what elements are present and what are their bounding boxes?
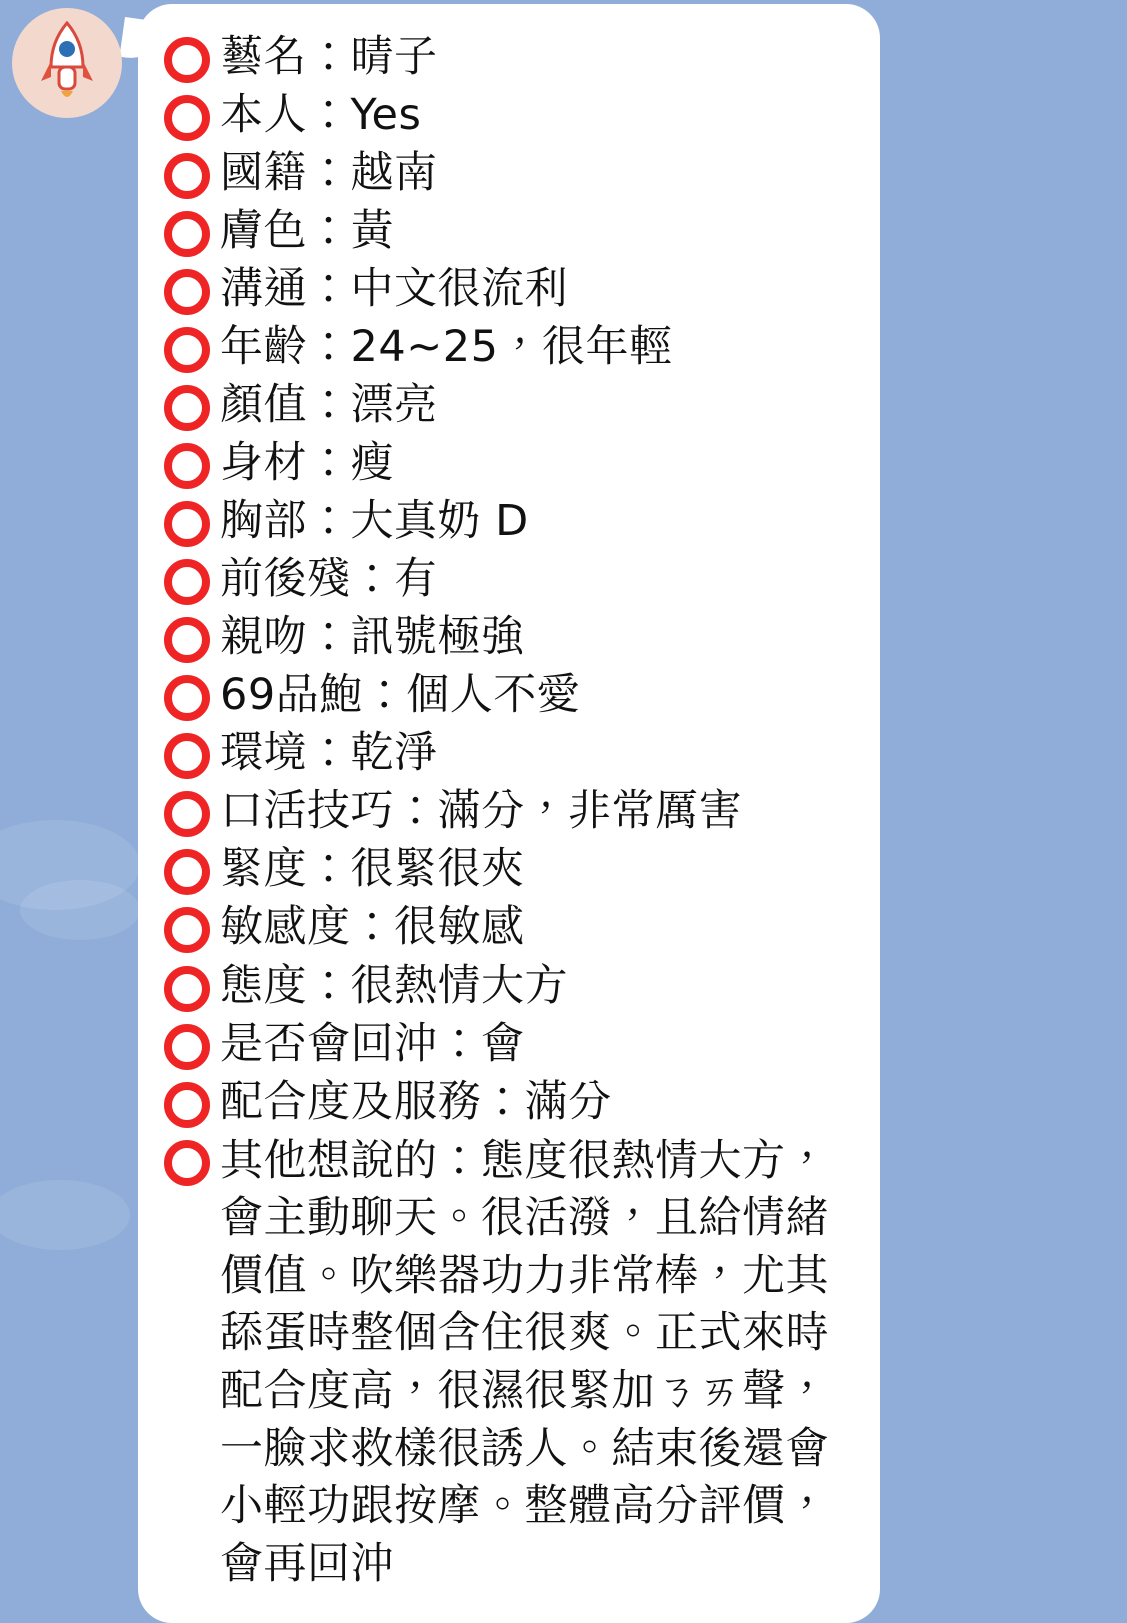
red-circle-bullet-icon (164, 443, 210, 489)
red-circle-bullet-icon (164, 791, 210, 837)
list-item-text: 敏感度：很敏感 (220, 902, 525, 953)
list-item (164, 610, 854, 665)
list-item-text: 配合度及服務：滿分 (220, 1076, 612, 1127)
red-circle-bullet-icon (164, 1024, 210, 1070)
red-circle-bullet-icon (164, 733, 210, 779)
red-circle-bullet-icon (164, 37, 210, 83)
red-circle-bullet-icon (164, 1140, 210, 1186)
list-item-text: 是否會回沖：會 (220, 1018, 525, 1069)
red-circle-bullet-icon (164, 849, 210, 895)
list-item-text: 溝通：中文很流利 (220, 264, 568, 315)
list-item (164, 784, 854, 839)
list-item-text: 其他想說的：態度很熱情大方，會主動聊天。很活潑，且給情緒價值。吹樂器功力非常棒，尤其舔蛋時整個含住很爽。正式來時配合度高，很濕很緊加ㄋㄞ聲，一臉求救樣很誘人。結束後還會小輕功跟按摩。整體高分評價，會再回沖 (220, 1135, 829, 1589)
rocket-icon (39, 21, 95, 105)
list-item-text: 顏值：漂亮 (220, 380, 438, 431)
list-item-text: 膚色：黃 (220, 206, 394, 257)
list-item (164, 146, 854, 201)
list-item-text: 年齡：24~25，很年輕 (220, 322, 673, 373)
red-circle-bullet-icon (164, 617, 210, 663)
red-circle-bullet-icon (164, 675, 210, 721)
list-item-text: 前後殘：有 (220, 554, 438, 605)
background-cloud-decoration (20, 880, 140, 940)
list-item-text: 藝名：晴子 (220, 32, 438, 82)
red-circle-bullet-icon (164, 95, 210, 141)
list-item-text: 口活技巧：滿分，非常厲害 (220, 786, 742, 837)
list-item-text: 親吻：訊號極強 (220, 612, 525, 663)
list-item (164, 436, 854, 491)
red-circle-bullet-icon (164, 211, 210, 257)
list-item-text: 環境：乾淨 (220, 728, 438, 779)
list-item-text: 身材：瘦 (220, 438, 394, 489)
list-item (164, 88, 854, 143)
list-item (164, 262, 854, 317)
list-item (164, 1075, 854, 1130)
list-item (164, 30, 854, 85)
avatar[interactable] (12, 8, 122, 118)
list-item (164, 378, 854, 433)
list-item (164, 1133, 854, 1594)
list-item-text: 緊度：很緊很夾 (220, 844, 525, 895)
red-circle-bullet-icon (164, 907, 210, 953)
list-item (164, 726, 854, 781)
red-circle-bullet-icon (164, 501, 210, 547)
red-circle-bullet-icon (164, 966, 210, 1012)
list-item-text: 本人：Yes (220, 90, 422, 141)
red-circle-bullet-icon (164, 269, 210, 315)
list-item (164, 900, 854, 955)
list-item (164, 668, 854, 723)
list-item-text: 態度：很熱情大方 (220, 960, 568, 1011)
red-circle-bullet-icon (164, 327, 210, 373)
list-item (164, 494, 854, 549)
chat-message-bubble (138, 4, 880, 1623)
list-item (164, 1017, 854, 1072)
list-item (164, 959, 854, 1014)
list-item-text: 69品鮑：個人不愛 (220, 670, 581, 721)
list-item (164, 842, 854, 897)
list-item-text: 胸部：大真奶 D (220, 496, 529, 547)
background-cloud-decoration (0, 1180, 130, 1250)
list-item (164, 204, 854, 259)
red-circle-bullet-icon (164, 559, 210, 605)
list-item (164, 552, 854, 607)
red-circle-bullet-icon (164, 153, 210, 199)
red-circle-bullet-icon (164, 385, 210, 431)
list-item-text: 國籍：越南 (220, 148, 438, 199)
background-cloud-decoration (0, 820, 140, 910)
red-circle-bullet-icon (164, 1082, 210, 1128)
list-item (164, 320, 854, 375)
